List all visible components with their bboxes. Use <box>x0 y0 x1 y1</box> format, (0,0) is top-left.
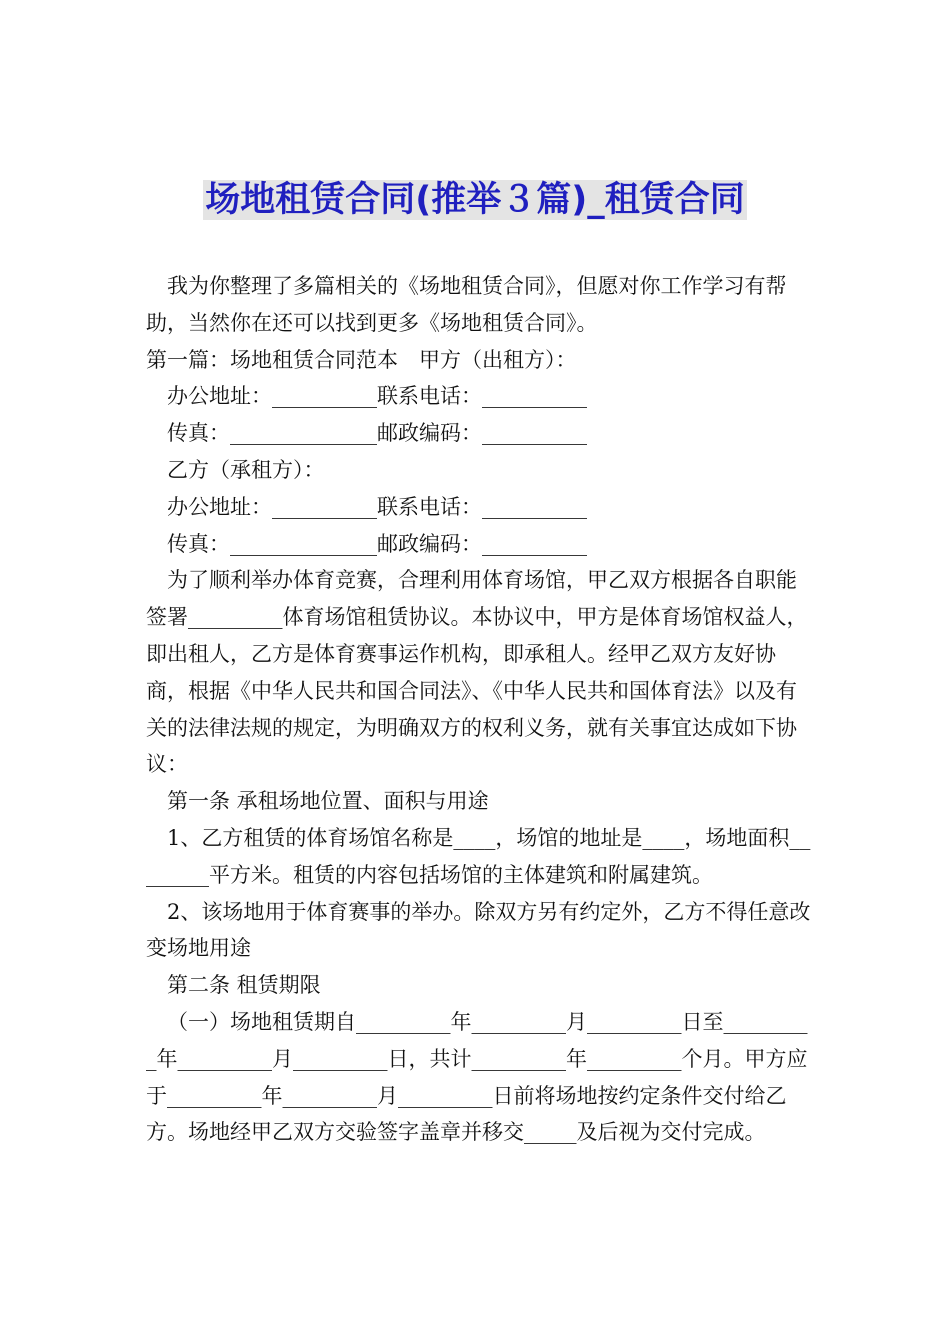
party-b-address-line: 办公地址：__________联系电话：__________ <box>167 494 587 519</box>
section-heading-first: 第一篇：场地租赁合同范本 甲方（出租方）： <box>146 347 577 372</box>
article-one-clause-2: 2、该场地用于体育赛事的举办。除双方另有约定外，乙方不得任意改变场地用途 <box>146 899 811 961</box>
document-body <box>146 268 816 1151</box>
article-two-clause-1: （一）场地租赁期自_________年_________月_________日至_________年_________月_________日，共计_________年_________个月。甲方应于_________年_________月_________日前将场地按约定条件交付给乙方。场地经甲乙双方交验签字盖章并移交_____及后视为交付完成。 <box>146 1009 808 1145</box>
document-title <box>0 176 950 224</box>
preamble-paragraph: 为了顺利举办体育竞赛，合理利用体育场馆，甲乙双方根据各自职能签署_________体育场馆租赁协议。本协议中，甲方是体育场馆权益人，即出租人，乙方是体育赛事运作机构，即承租人。经甲乙双方友好协商，根据《中华人民共和国合同法》、《中华人民共和国体育法》以及有关的法律法规的规定，为明确双方的权利义务，就有关事宜达成如下协议： <box>146 568 808 777</box>
intro-paragraph: 我为你整理了多篇相关的《场地租赁合同》，但愿对你工作学习有帮助，当然你在还可以找到更多《场地租赁合同》。 <box>146 274 787 335</box>
article-one-clause-1: 1、乙方租赁的体育场馆名称是____，场馆的地址是____，场地面积________平方米。租赁的内容包括场馆的主体建筑和附属建筑。 <box>146 825 811 887</box>
document-title-text: 场地租赁合同(推举３篇)_租赁合同 <box>205 180 745 220</box>
party-a-address-line: 办公地址：__________联系电话：__________ <box>167 384 587 409</box>
party-b-heading: 乙方（承租方）： <box>167 457 325 482</box>
party-a-fax-line: 传真：______________邮政编码：__________ <box>167 421 587 446</box>
article-one-heading: 第一条 承租场地位置、面积与用途 <box>167 789 489 814</box>
party-b-fax-line: 传真：______________邮政编码：__________ <box>167 531 587 556</box>
article-two-heading: 第二条 租赁期限 <box>167 973 321 998</box>
